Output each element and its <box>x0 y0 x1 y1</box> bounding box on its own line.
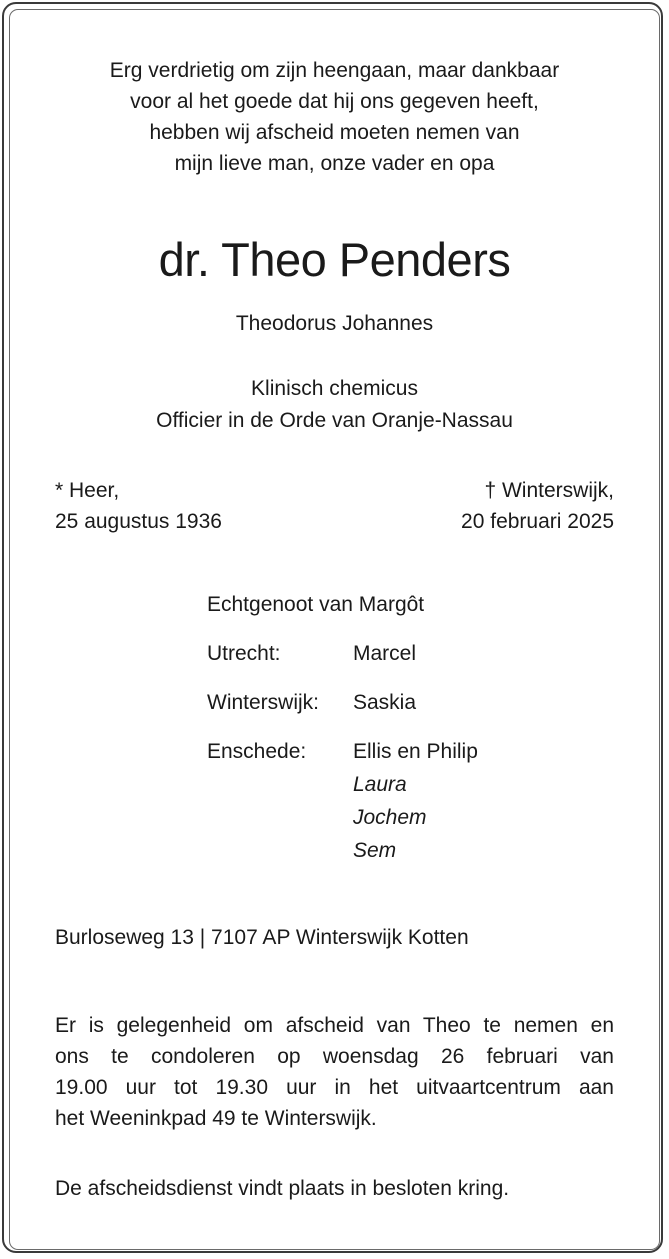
family-name: Marcel <box>353 642 417 665</box>
intro-text <box>0 55 669 179</box>
family-name: Saskia <box>353 691 417 714</box>
family-place: Winterswijk: <box>207 691 320 714</box>
spouse: Echtgenoot van Margôt <box>207 593 425 616</box>
intro-line: mijn lieve man, onze vader en opa <box>174 152 495 175</box>
deceased-name: dr. Theo Penders <box>158 233 511 286</box>
closing-note: De afscheidsdienst vindt plaats in besloten kring. <box>55 1177 510 1200</box>
birth-place: * Heer, <box>55 479 120 502</box>
birth-date: 25 augustus 1936 <box>55 510 222 533</box>
family-names <box>353 735 607 867</box>
intro-line: voor al het goede dat hij ons gegeven heeft, <box>130 90 539 113</box>
condolence-line: het Weeninkpad 49 te Winterswijk. <box>55 1107 377 1130</box>
titles <box>0 373 669 437</box>
intro-line: Erg verdrietig om zijn heengaan, maar dankbaar <box>109 59 560 82</box>
family-row <box>207 735 607 867</box>
family-row <box>207 686 607 719</box>
given-names: Theodorus Johannes <box>235 312 434 335</box>
death-date: 20 februari 2025 <box>461 510 614 533</box>
address: Burloseweg 13 | 7107 AP Winterswijk Kotten <box>55 926 469 949</box>
death-place: † Winterswijk, <box>484 479 614 502</box>
family-place: Utrecht: <box>207 642 281 665</box>
family-row <box>207 637 607 670</box>
family-list <box>207 588 607 883</box>
profession: Klinisch chemicus <box>251 377 418 400</box>
family-place: Enschede: <box>207 740 307 763</box>
honor: Officier in de Orde van Oranje-Nassau <box>156 409 513 432</box>
death-info <box>461 475 614 537</box>
condolence-paragraph <box>55 1010 614 1134</box>
intro-line: hebben wij afscheid moeten nemen van <box>149 121 520 144</box>
condolence-line: ons te condoleren op woensdag 26 februari van <box>55 1045 614 1068</box>
grandchild-name: Sem <box>353 839 397 862</box>
birth-info <box>55 475 222 537</box>
family-name: Ellis en Philip <box>353 740 478 763</box>
family-names <box>353 686 607 719</box>
grandchild-name: Jochem <box>353 806 427 829</box>
family-names <box>353 637 607 670</box>
grandchild-name: Laura <box>353 773 407 796</box>
condolence-line: 19.00 uur tot 19.30 uur in het uitvaartcentrum aan <box>55 1076 614 1099</box>
condolence-line: Er is gelegenheid om afscheid van Theo te nemen en <box>55 1014 614 1037</box>
